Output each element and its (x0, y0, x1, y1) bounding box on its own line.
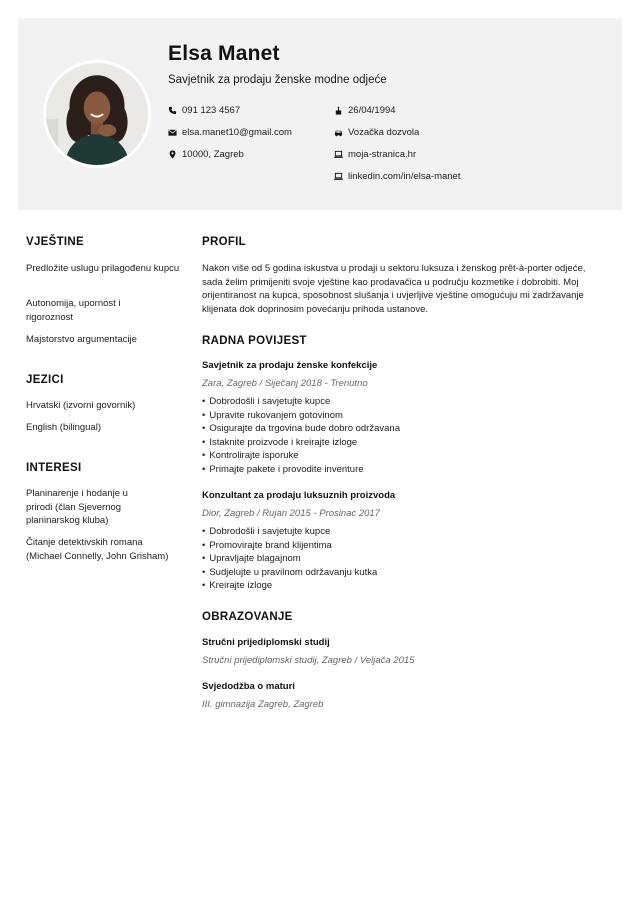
work-history-heading: RADNA POVIJEST (202, 335, 307, 347)
job-duties-list (202, 395, 400, 476)
laptop-icon (334, 172, 343, 181)
full-name: Elsa Manet (168, 42, 280, 65)
skill-item: Majstorstvo argumentacije (26, 334, 137, 345)
interest-item: Čitanje detektivskih romana (Michael Connelly, John Grisham) (26, 537, 169, 562)
location-icon (168, 150, 177, 159)
interests-heading: INTERESI (26, 462, 82, 474)
contact-birthday: 26/04/1994 (334, 105, 396, 116)
skill-item: Autonomija, upornost i rigoroznost (26, 298, 121, 323)
education-title: Svjedodžba o maturi (202, 681, 295, 692)
contact-drivers-license: Vozačka dozvola (334, 127, 419, 138)
language-item: Hrvatski (izvorni govornik) (26, 400, 136, 411)
education-heading: OBRAZOVANJE (202, 611, 293, 623)
birthday-icon (334, 106, 343, 115)
phone-icon (168, 106, 177, 115)
avatar (43, 60, 151, 168)
contact-phone: 091 123 4567 (168, 105, 240, 116)
list-item: • Upravljajte blagajnom (202, 552, 377, 566)
laptop-icon (334, 150, 343, 159)
contact-location: 10000, Zagreb (168, 149, 244, 160)
list-item: • Sudjelujte u pravilnom održavanju kutka (202, 566, 377, 580)
list-item: • Kontrolirajte isporuke (202, 449, 400, 463)
education-meta: III. gimnazija Zagreb, Zagreb (202, 699, 324, 710)
job-meta: Dior, Zagreb / Rujan 2015 - Prosinac 2017 (202, 508, 380, 519)
job-title: Savjetnik za prodaju ženske konfekcije (202, 360, 378, 371)
job-meta: Zara, Zagreb / Siječanj 2018 - Trenutno (202, 378, 368, 389)
skills-heading: VJEŠTINE (26, 236, 85, 248)
contact-email: elsa.manet10@gmail.com (168, 127, 292, 138)
list-item: • Dobrodošli i savjetujte kupce (202, 395, 400, 409)
list-item: • Promovirajte brand klijentima (202, 539, 377, 553)
list-item: • Upravite rukovanjem gotovinom (202, 409, 400, 423)
job-title: Konzultant za prodaju luksuznih proizvoda (202, 490, 396, 501)
email-icon (168, 128, 177, 137)
list-item: • Primajte pakete i provodite inventure (202, 463, 400, 477)
right-column (202, 236, 612, 710)
job-duties-list (202, 525, 377, 593)
list-item: • Osigurajte da trgovina bude dobro održavana (202, 422, 400, 436)
skill-item: Predložite uslugu prilagođenu kupcu (26, 263, 180, 274)
languages-heading: JEZICI (26, 374, 64, 386)
car-icon (334, 128, 343, 137)
list-item: • Dobrodošli i savjetujte kupce (202, 525, 377, 539)
left-column (26, 236, 186, 562)
list-item: • Kreirajte izloge (202, 579, 377, 593)
education-meta: Stručni prijediplomski studij, Zagreb / Veljača 2015 (202, 655, 415, 666)
language-item: English (bilingual) (26, 422, 101, 433)
interest-item: Planinarenje i hodanje u prirodi (član Sjevernog planinarskog kluba) (26, 488, 128, 526)
profile-text: Nakon više od 5 godina iskustva u prodaji u sektoru luksuza i ženskog prêt-à-porter odjeće, sada želim primijeniti svoje vještine kao prodavačica u području kozmetike i dobrobiti. Moj orijentiranost na kupca, sposobnost slušanja i uvjerljive vještine omogućuju mi zadržavanje klijenata dok doprinosim povećanju prihoda ustanove. (202, 263, 586, 315)
job-title-heading: Savjetnik za prodaju ženske modne odjeće (168, 74, 387, 86)
cv-header (18, 18, 622, 210)
contact-website[interactable]: moja-stranica.hr (334, 149, 416, 160)
contact-linkedin[interactable]: linkedin.com/in/elsa-manet (334, 171, 460, 182)
profile-heading: PROFIL (202, 236, 246, 248)
list-item: • Istaknite proizvode i kreirajte izloge (202, 436, 400, 450)
education-title: Stručni prijediplomski studij (202, 637, 330, 648)
profile-photo-icon (46, 63, 148, 165)
